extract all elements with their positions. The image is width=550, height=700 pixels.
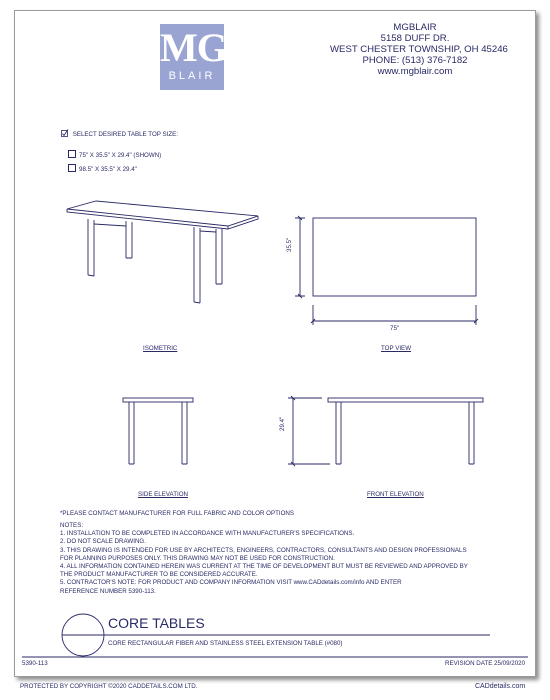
front-elevation-drawing <box>288 396 483 466</box>
note-line: 2. DO NOT SCALE DRAWING. <box>60 538 146 546</box>
option-header: SELECT DESIRED TABLE TOP SIZE: <box>72 131 178 138</box>
company-name: MGBLAIR <box>393 22 437 33</box>
isometric-drawing <box>67 201 258 303</box>
logo-mg: MG <box>160 25 227 70</box>
logo-blair: BLAIR <box>168 70 216 82</box>
note-line: THE PRODUCT MANUFACTURER TO BE CONSIDERED ACCURATE. <box>60 571 258 579</box>
drawing-subtitle: CORE RECTANGULAR FIBER AND STAINLESS STEEL EXTENSION TABLE (#080) <box>108 640 343 647</box>
option-75-label: 75" X 35.5" X 29.4" (SHOWN) <box>79 152 162 159</box>
copyright: PROTECTED BY COPYRIGHT ©2020 CADDETAILS.COM LTD. <box>20 683 198 690</box>
top-view-drawing <box>295 216 478 325</box>
note-line: REFERENCE NUMBER 5390-113. <box>60 587 156 595</box>
notes-block <box>60 522 468 596</box>
label-side-elevation: SIDE ELEVATION <box>138 491 188 498</box>
label-top-view: TOP VIEW <box>381 345 412 352</box>
note-line: 4. ALL INFORMATION CONTAINED HEREIN WAS CURRENT AT THE TIME OF DEVELOPMENT BUT MUST BE REVIEWED AND APPROVED BY <box>60 563 468 571</box>
revision-date: REVISION DATE 25/09/2020 <box>445 660 526 667</box>
title-block-lines <box>22 614 528 657</box>
label-isometric: ISOMETRIC <box>143 345 178 352</box>
company-web: www.mgblair.com <box>377 66 453 77</box>
company-phone: PHONE: (513) 376-7182 <box>362 55 468 66</box>
note-line: FOR PLANNING PURPOSES ONLY. THIS DRAWING MAY NOT BE USED FOR CONSTRUCTION. <box>60 554 335 562</box>
dim-depth: 35.5" <box>286 237 293 252</box>
dim-width: 75" <box>390 325 400 332</box>
company-address: 5158 DUFF DR. <box>380 33 450 44</box>
note-line: 3. THIS DRAWING IS INTENDED FOR USE BY ARCHITECTS, ENGINEERS, CONTRACTORS, CONSULTANTS AND DESIGN PROFESSIONALS <box>60 546 467 554</box>
note-line: 5. CONTRACTOR'S NOTE: FOR PRODUCT AND COMPANY INFORMATION VISIT www.CADdetails.com/info AND ENTER <box>60 579 402 587</box>
note-line: 1. INSTALLATION TO BE COMPLETED IN ACCORDANCE WITH MANUFACTURER'S SPECIFICATIONS. <box>60 530 355 538</box>
contact-note: *PLEASE CONTACT MANUFACTURER FOR FULL FABRIC AND COLOR OPTIONS <box>60 510 295 517</box>
option-98-label: 98.5" X 35.5" X 29.4" <box>79 166 137 173</box>
side-elevation-drawing <box>123 398 193 464</box>
notes-header: NOTES: <box>60 522 84 529</box>
label-front-elevation: FRONT ELEVATION <box>367 491 424 498</box>
caddetails-link[interactable]: CADdetails.com <box>475 683 526 690</box>
reference-number: 5390-113 <box>22 660 48 667</box>
dim-height: 29.4" <box>279 416 286 431</box>
drawing-title: CORE TABLES <box>108 615 205 631</box>
company-city: WEST CHESTER TOWNSHIP, OH 45246 <box>330 44 508 55</box>
